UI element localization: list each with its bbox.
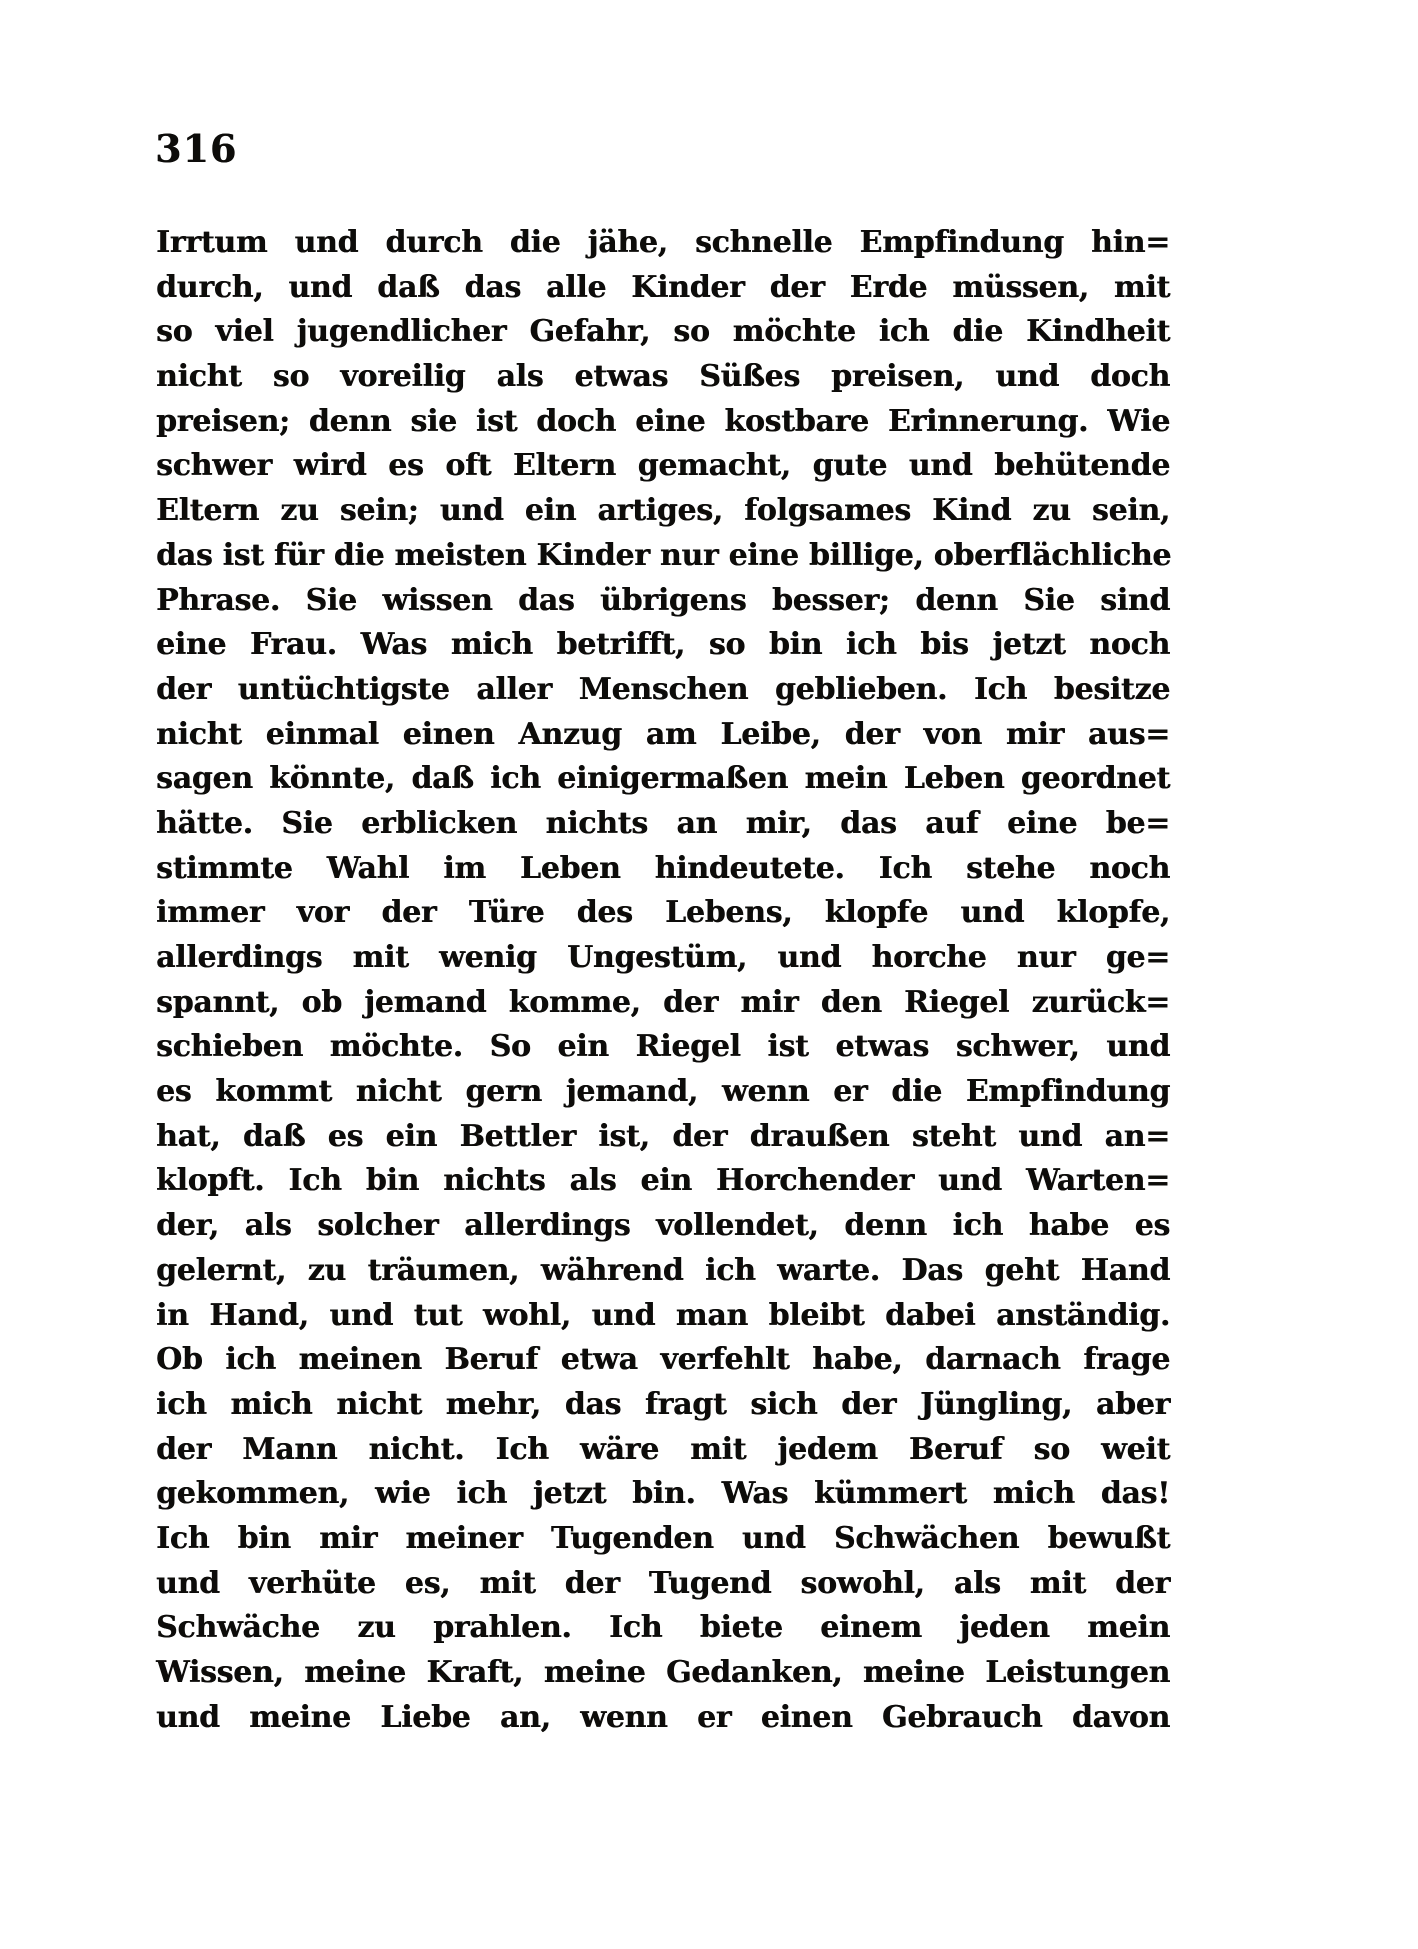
text-line: Wissen, meine Kraft, meine Gedanken, meine Leistungen — [156, 1655, 1170, 1690]
text-line: der, als solcher allerdings vollendet, denn ich habe es — [156, 1208, 1170, 1244]
text-line: immer vor der Türe des Lebens, klopfe und klopfe, — [156, 895, 1170, 931]
text-line: der untüchtigste aller Menschen geblieben. Ich besitze — [156, 671, 1170, 707]
text-line: schwer wird es oft Eltern gemacht, gute und behütende — [156, 448, 1170, 484]
text-line: und meine Liebe an, wenn er einen Gebrauch davon — [156, 1699, 1170, 1735]
text-line: durch, und daß das alle Kinder der Erde müssen, mit — [156, 269, 1170, 305]
text-line: Irrtum und durch die jähe, schnelle Empfindung hin= — [156, 225, 1170, 260]
text-line: und verhüte es, mit der Tugend sowohl, als mit der — [156, 1565, 1170, 1601]
text-line: Ob ich meinen Beruf etwa verfehlt habe, darnach frage — [156, 1342, 1170, 1378]
text-line: nicht so voreilig als etwas Süßes preisen, und doch — [156, 359, 1170, 395]
text-line: gelernt, zu träumen, während ich warte. Das geht Hand — [156, 1252, 1170, 1288]
text-line: ich mich nicht mehr, das fragt sich der Jüngling, aber — [156, 1386, 1170, 1422]
text-line: hat, daß es ein Bettler ist, der draußen steht und an= — [156, 1118, 1170, 1154]
text-line: stimmte Wahl im Leben hindeutete. Ich stehe noch — [156, 850, 1170, 886]
text-line: Ich bin mir meiner Tugenden und Schwächen bewußt — [156, 1520, 1170, 1556]
text-line: schieben möchte. So ein Riegel ist etwas schwer, und — [156, 1029, 1170, 1065]
text-line: preisen; denn sie ist doch eine kostbare Erinnerung. Wie — [156, 403, 1170, 439]
text-line: spannt, ob jemand komme, der mir den Riegel zurück= — [156, 984, 1170, 1020]
text-line: sagen könnte, daß ich einigermaßen mein Leben geordnet — [156, 761, 1170, 797]
text-line: Eltern zu sein; und ein artiges, folgsames Kind zu sein, — [156, 493, 1170, 529]
text-line: in Hand, und tut wohl, und man bleibt dabei anständig. — [156, 1297, 1170, 1333]
text-line: es kommt nicht gern jemand, wenn er die Empfindung — [156, 1074, 1170, 1110]
text-line: hätte. Sie erblicken nichts an mir, das auf eine be= — [156, 805, 1170, 841]
text-line: klopft. Ich bin nichts als ein Horchender und Warten= — [156, 1163, 1170, 1199]
page-number: 316 — [155, 126, 238, 171]
text-line: Phrase. Sie wissen das übrigens besser; denn Sie sind — [156, 582, 1170, 618]
text-line: allerdings mit wenig Ungestüm, und horche nur ge= — [156, 940, 1170, 975]
text-line: so viel jugendlicher Gefahr, so möchte ich die Kindheit — [156, 314, 1170, 350]
text-line: eine Frau. Was mich betrifft, so bin ich bis jetzt noch — [156, 627, 1170, 663]
text-line: Schwäche zu prahlen. Ich biete einem jeden mein — [156, 1610, 1170, 1646]
text-line: das ist für die meisten Kinder nur eine billige, oberflächliche — [156, 537, 1172, 573]
body-text — [156, 221, 1170, 1740]
text-line: nicht einmal einen Anzug am Leibe, der von mir aus= — [156, 716, 1170, 752]
text-line: der Mann nicht. Ich wäre mit jedem Beruf so weit — [156, 1431, 1170, 1467]
text-line: gekommen, wie ich jetzt bin. Was kümmert mich das! — [156, 1476, 1170, 1512]
